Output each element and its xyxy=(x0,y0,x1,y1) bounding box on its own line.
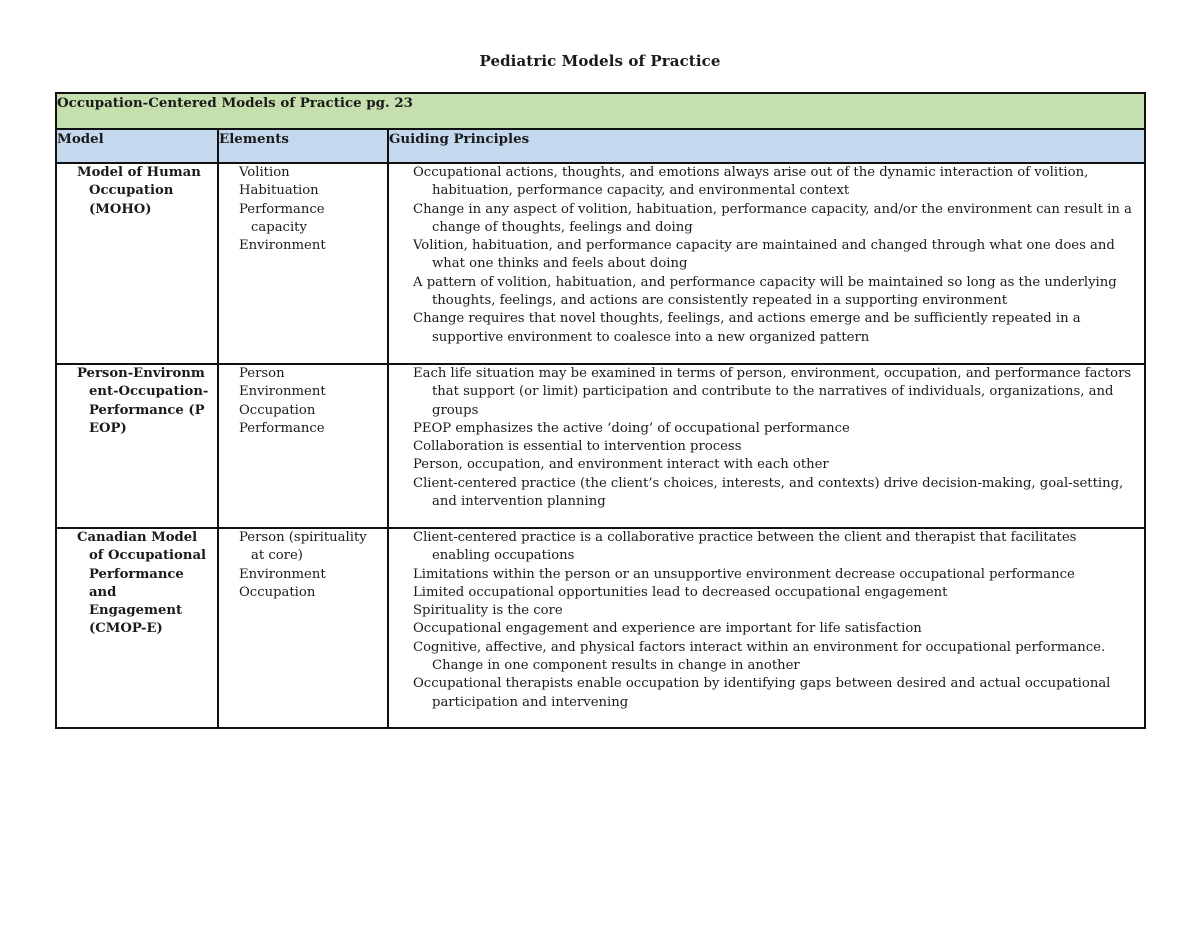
principle-item: Change in any aspect of volition, habituation, performance capacity, and/or the environment can result in a change of thoughts, feelings and doing xyxy=(413,201,1132,235)
principle-item: Person, occupation, and environment interact with each other xyxy=(413,457,829,473)
element-item: Person (spirituality at core) xyxy=(239,530,367,564)
element-item: Environment xyxy=(239,566,326,582)
model-name: Canadian Model of Occupational Performance and Engagement (CMOP-E) xyxy=(77,530,207,637)
element-item: Performance capacity xyxy=(239,201,325,235)
principle-item: Spirituality is the core xyxy=(413,603,563,619)
model-name: Person-Environment-Occupation-Performance (PEOP) xyxy=(77,366,209,436)
principle-item: Occupational therapists enable occupation by identifying gaps between desired and actual occupational participation and intervening xyxy=(413,676,1111,710)
element-item: Occupation xyxy=(239,402,316,418)
element-item: Person xyxy=(239,366,285,381)
principle-item: Occupational actions, thoughts, and emotions always arise out of the dynamic interaction of volition, habituation, performance capacity, and environmental context xyxy=(413,165,1089,199)
table-row-moho xyxy=(56,163,1145,364)
section-heading-row xyxy=(56,93,1145,129)
model-name-cell xyxy=(56,163,218,364)
principle-item: Change requires that novel thoughts, feelings, and actions emerge and be sufficiently repeated in a supportive environment to coalesce into a new organized pattern xyxy=(413,311,1081,345)
principle-item: Limitations within the person or an unsupportive environment decrease occupational performance xyxy=(413,566,1075,582)
principle-item: A pattern of volition, habituation, and performance capacity will be maintained so long as the underlying thoughts, feelings, and actions are consistently repeated in a supporting environment xyxy=(413,274,1117,309)
element-item: Environment xyxy=(239,238,326,254)
element-item: Volition xyxy=(239,165,290,180)
elements-cell xyxy=(218,163,388,364)
element-item: Habituation xyxy=(239,183,319,199)
principle-item: Collaboration is essential to intervention process xyxy=(413,439,742,455)
page-title: Pediatric Models of Practice xyxy=(479,52,721,70)
table-row-peop xyxy=(56,364,1145,528)
principle-item: Client-centered practice (the client’s choices, interests, and contexts) drive decision-making, goal-setting, and intervention planning xyxy=(413,475,1124,510)
principle-item: Each life situation may be examined in terms of person, environment, occupation, and performance factors that support (or limit) participation and contribute to the narratives of individuals, organizations, and groups xyxy=(413,366,1132,418)
elements-cell xyxy=(218,364,388,528)
element-item: Occupation xyxy=(239,584,316,600)
principle-item: Cognitive, affective, and physical factors interact within an environment for occupational performance. Change in one component results in change in another xyxy=(413,639,1106,674)
column-header-row xyxy=(56,129,1145,163)
column-header-guiding-principles: Guiding Principles xyxy=(388,129,1145,163)
section-heading: Occupation-Centered Models of Practice pg. 23 xyxy=(56,93,1145,129)
principle-item: Limited occupational opportunities lead to decreased occupational engagement xyxy=(413,584,948,600)
column-header-elements: Elements xyxy=(218,129,388,163)
column-header-model: Model xyxy=(56,129,218,163)
models-table xyxy=(55,92,1146,729)
principle-item: Volition, habituation, and performance capacity are maintained and changed through what one does and what one thinks and feels about doing xyxy=(413,238,1115,272)
table-row-cmop-e xyxy=(56,528,1145,728)
elements-cell xyxy=(218,528,388,728)
guiding-principles-cell xyxy=(388,364,1145,528)
model-name: Model of Human Occupation (MOHO) xyxy=(77,165,201,217)
model-name-cell xyxy=(56,364,218,528)
guiding-principles-cell xyxy=(388,528,1145,728)
guiding-principles-cell xyxy=(388,163,1145,364)
principle-item: PEOP emphasizes the active ‘doing’ of occupational performance xyxy=(413,420,850,436)
principle-item: Client-centered practice is a collaborative practice between the client and therapist that facilitates enabling occupations xyxy=(413,530,1077,564)
principle-item: Occupational engagement and experience are important for life satisfaction xyxy=(413,621,922,637)
element-item: Environment xyxy=(239,384,326,400)
element-item: Performance xyxy=(239,420,325,436)
model-name-cell xyxy=(56,528,218,728)
